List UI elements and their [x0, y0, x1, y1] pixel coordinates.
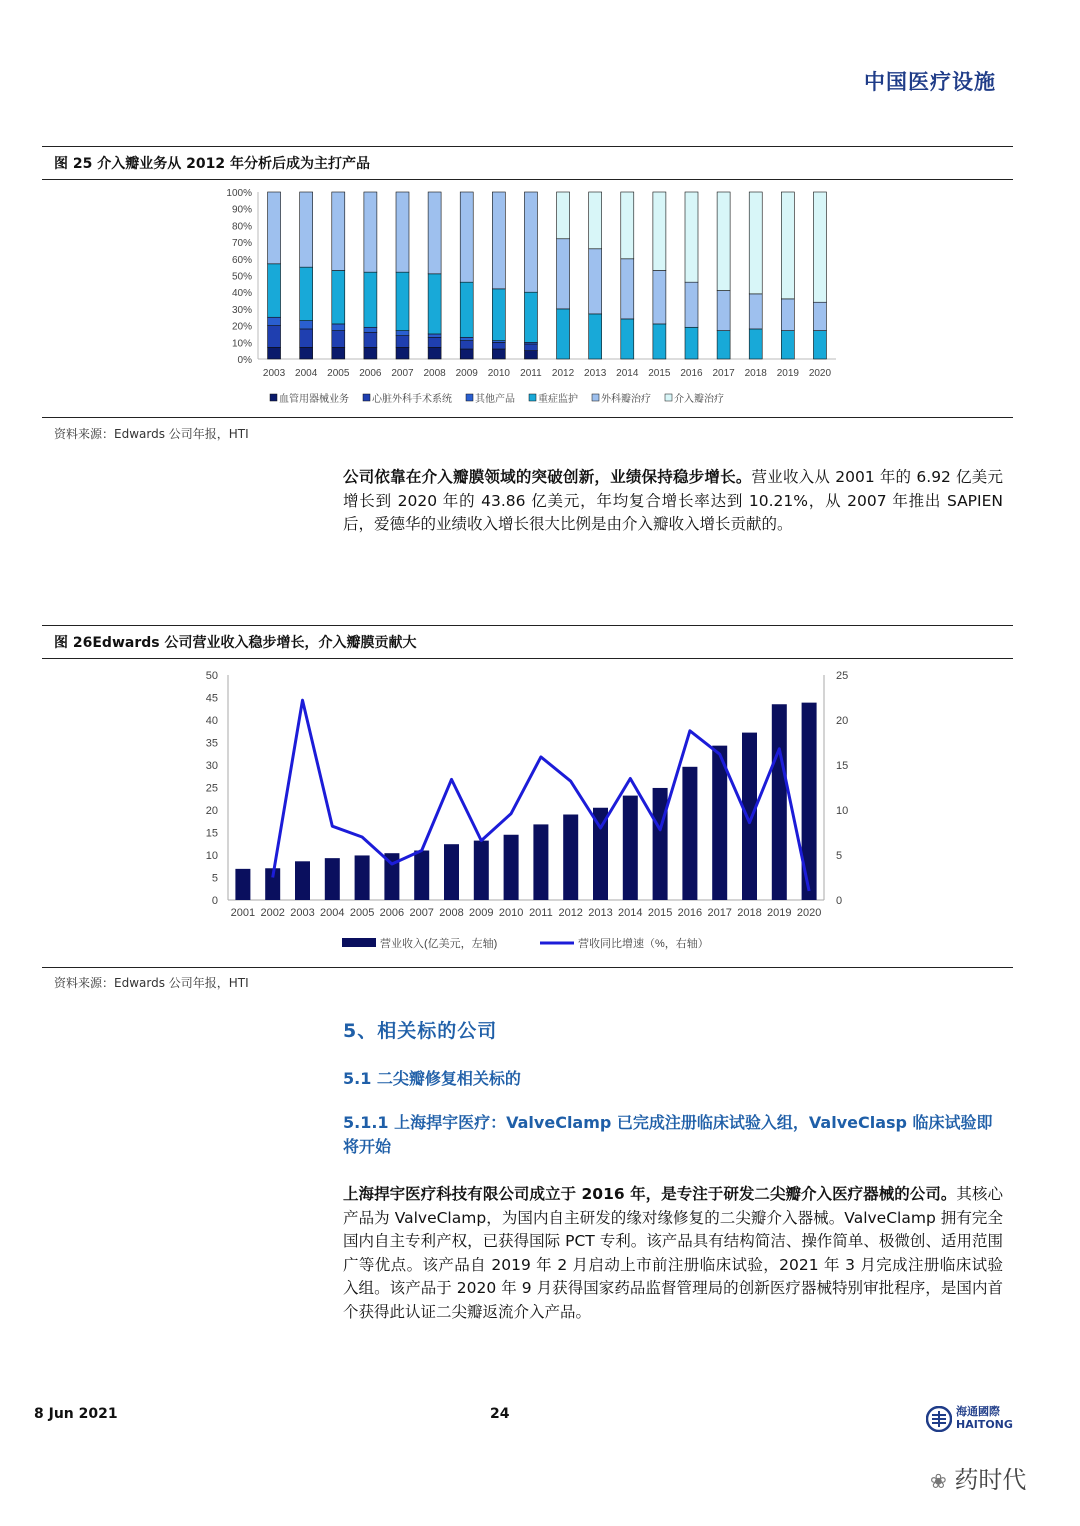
revenue-bar [235, 869, 250, 900]
legend-swatch [270, 394, 277, 401]
x-tick-label: 2011 [520, 368, 542, 379]
bar-segment [332, 270, 345, 323]
revenue-bar [742, 733, 757, 900]
bar-segment [428, 192, 441, 274]
logo-en: HAITONG [956, 1418, 1013, 1431]
bar-segment [749, 294, 762, 329]
bar-segment [685, 192, 698, 282]
bar-segment [396, 347, 409, 359]
bar-segment [396, 272, 409, 330]
x-tick-label: 2007 [409, 907, 434, 919]
bar-segment [813, 302, 826, 330]
bar-segment [332, 324, 345, 331]
revenue-bar [325, 858, 340, 900]
body-paragraph-2 [343, 1183, 1003, 1324]
fig25-bottom-rule [42, 417, 1013, 418]
bar-segment [524, 292, 537, 342]
right-tick-label: 20 [836, 715, 849, 727]
y-tick-label: 100% [226, 188, 252, 199]
y-tick-label: 50% [231, 271, 252, 283]
x-tick-label: 2004 [320, 907, 345, 919]
bar-segment [364, 272, 377, 327]
legend-label: 心脏外科手术系统 [372, 394, 452, 405]
bar-segment [781, 192, 794, 299]
fig26-title: 图 26Edwards 公司营业收入稳步增长，介入瓣膜贡献大 [54, 635, 417, 651]
page-number: 24 [490, 1406, 510, 1422]
bar-segment [653, 324, 666, 359]
bar-segment [749, 329, 762, 359]
footer-date: 8 Jun 2021 [34, 1406, 118, 1422]
bar-segment [364, 327, 377, 332]
revenue-bar [653, 788, 668, 900]
left-tick-label: 30 [205, 760, 218, 772]
x-tick-label: 2003 [262, 368, 286, 379]
legend-swatch [592, 394, 599, 401]
revenue-bar [355, 855, 370, 900]
legend-swatch [466, 394, 473, 401]
x-tick-label: 2001 [230, 907, 256, 919]
revenue-bar [623, 796, 638, 900]
bar-segment [524, 192, 537, 292]
left-tick-label: 50 [205, 670, 218, 682]
legend-label: 血管用器械业务 [279, 394, 349, 405]
y-tick-label: 0% [237, 355, 252, 366]
y-tick-label: 40% [231, 288, 252, 300]
bar-segment [717, 291, 730, 331]
bar-segment [589, 192, 602, 249]
x-tick-label: 2017 [707, 907, 732, 919]
left-tick-label: 10 [205, 850, 218, 862]
y-tick-label: 10% [231, 338, 252, 350]
right-tick-label: 25 [836, 670, 849, 682]
bar-segment [460, 282, 473, 337]
x-tick-label: 2010 [498, 907, 524, 919]
bar-segment [268, 192, 281, 264]
left-tick-label: 0 [211, 895, 218, 907]
legend-label-line: 营收同比增速（%，右轴） [578, 938, 709, 950]
haitong-logo [926, 1404, 1016, 1434]
x-tick-label: 2009 [455, 368, 478, 379]
wechat-icon: ❀ [930, 1469, 947, 1493]
fig26-mid-rule [42, 658, 1013, 659]
bar-segment [653, 270, 666, 323]
bar-segment [492, 349, 505, 359]
x-tick-label: 2006 [359, 368, 382, 379]
legend-label: 外科瓣治疗 [601, 394, 651, 405]
revenue-bar [533, 824, 548, 900]
section-heading-5: 5、相关标的公司 [343, 1020, 498, 1042]
left-tick-label: 35 [205, 737, 218, 750]
fig26-source: 资料来源：Edwards 公司年报，HTI [54, 976, 249, 990]
x-tick-label: 2007 [391, 368, 414, 379]
x-tick-label: 2014 [616, 368, 639, 379]
watermark-text: 药时代 [954, 1466, 1027, 1494]
bar-segment [621, 259, 634, 319]
para1-text: 营业收入从 2001 年的 6.92 亿美元增长到 2020 年的 43.86 亿美元，年均复合增长率达到 10.21%，从 2007 年推出 SAPIEN 后，爱德华的业绩收入增长很大比例是由介入瓣收入增长贡献的。 [343, 468, 1003, 533]
x-tick-label: 2016 [680, 368, 703, 379]
bar-segment [557, 239, 570, 309]
x-tick-label: 2010 [487, 368, 510, 379]
fig26-bottom-rule [42, 967, 1013, 968]
bar-segment [781, 331, 794, 359]
haitong-logo-icon [926, 1406, 952, 1432]
x-tick-label: 2018 [737, 907, 762, 919]
bar-segment [492, 342, 505, 349]
bar-segment [268, 326, 281, 348]
y-tick-label: 60% [231, 254, 252, 266]
right-tick-label: 15 [836, 760, 849, 772]
x-tick-label: 2015 [647, 907, 673, 919]
bar-segment [268, 347, 281, 359]
x-tick-label: 2017 [712, 368, 735, 379]
revenue-bar [414, 851, 429, 901]
bar-segment [460, 192, 473, 282]
legend-swatch-bar [342, 938, 376, 947]
right-tick-label: 10 [836, 805, 849, 817]
fig26-revenue-chart [190, 662, 870, 960]
y-tick-label: 20% [231, 321, 252, 333]
bar-segment [460, 337, 473, 340]
legend-label: 介入瓣治疗 [674, 394, 724, 405]
left-tick-label: 40 [205, 715, 218, 727]
bar-segment [396, 336, 409, 348]
header-title: 中国医疗设施 [864, 69, 996, 94]
revenue-bar [295, 861, 310, 900]
section-heading-5-1: 5.1 二尖瓣修复相关标的 [343, 1069, 521, 1088]
x-tick-label: 2015 [648, 368, 671, 379]
bar-segment [396, 192, 409, 272]
fig25-title: 图 25 介入瓣业务从 2012 年分析后成为主打产品 [54, 156, 370, 172]
right-tick-label: 5 [836, 850, 843, 862]
bar-segment [524, 351, 537, 359]
x-tick-label: 2005 [349, 907, 375, 919]
x-tick-label: 2005 [327, 368, 350, 379]
fig25-mid-rule [42, 179, 1013, 180]
bar-segment [364, 192, 377, 272]
bar-segment [589, 249, 602, 314]
bar-segment [396, 331, 409, 336]
left-tick-label: 5 [211, 872, 218, 885]
logo-cn: 海通國際 [956, 1405, 1000, 1418]
bar-segment [621, 192, 634, 259]
bar-segment [460, 349, 473, 359]
bar-segment [364, 332, 377, 347]
watermark [930, 1460, 1026, 1495]
legend-swatch [363, 394, 370, 401]
bar-segment [332, 347, 345, 359]
left-tick-label: 45 [205, 692, 218, 705]
para2-text: 其核心产品为 ValveClamp，为国内自主研发的缘对缘修复的二尖瓣介入器械。ValveClamp 拥有完全国内自主专利产权，已获得国际 PCT 专利。该产品具有结构简洁、操作简单、极微创、适用范围广等优点。该产品自 2019 年 2 月启动上市前注册临床试验，2021 年 3 月完成注册临床试验入组。该产品于 2020 年 9 月获得国家药品监督管理局的创新医疗器械特别审批程序，是国内首个获得此认证二尖瓣返流介入产品。 [343, 1185, 1003, 1321]
revenue-bar [474, 841, 489, 900]
fig25-top-rule [42, 146, 1013, 147]
x-tick-label: 2019 [776, 368, 799, 379]
fig25-stacked-bar-chart [200, 182, 840, 414]
bar-segment [621, 319, 634, 359]
legend-label-bar: 营业收入(亿美元，左轴) [380, 938, 498, 950]
bar-segment [300, 192, 313, 267]
y-tick-label: 70% [231, 238, 252, 250]
x-tick-label: 2016 [677, 907, 703, 919]
section-heading-5-1-1: 5.1.1 上海捍宇医疗：ValveClamp 已完成注册临床试验入组，ValveClasp 临床试验即将开始 [343, 1113, 993, 1156]
x-tick-label: 2012 [551, 368, 575, 379]
y-tick-label: 90% [231, 204, 252, 216]
revenue-bar [682, 767, 697, 900]
para1-lead: 公司依靠在介入瓣膜领域的突破创新，业绩保持稳步增长。 [343, 468, 752, 486]
bar-segment [492, 192, 505, 289]
x-tick-label: 2008 [423, 368, 446, 379]
bar-segment [524, 344, 537, 351]
legend-label: 其他产品 [475, 394, 515, 405]
revenue-bar [563, 815, 578, 901]
bar-segment [428, 347, 441, 359]
bar-segment [428, 274, 441, 334]
left-tick-label: 15 [205, 827, 218, 840]
x-tick-label: 2006 [379, 907, 405, 919]
legend-label: 重症监护 [538, 394, 578, 405]
bar-segment [685, 327, 698, 359]
fig26-top-rule [42, 625, 1013, 626]
bar-segment [300, 329, 313, 347]
left-tick-label: 25 [205, 782, 218, 795]
x-tick-label: 2011 [529, 907, 553, 919]
para2-lead: 上海捍宇医疗科技有限公司成立于 2016 年，是专注于研发二尖瓣介入医疗器械的公司。 [343, 1185, 957, 1203]
bar-segment [460, 341, 473, 349]
bar-segment [300, 321, 313, 329]
legend-swatch [665, 394, 672, 401]
bar-segment [749, 192, 762, 294]
x-tick-label: 2003 [290, 907, 315, 919]
x-tick-label: 2012 [558, 907, 583, 919]
bar-segment [332, 192, 345, 270]
bar-segment [268, 264, 281, 317]
bar-segment [557, 192, 570, 239]
x-tick-label: 2018 [744, 368, 767, 379]
x-tick-label: 2013 [584, 368, 607, 379]
x-tick-label: 2014 [618, 907, 643, 919]
bar-segment [813, 192, 826, 302]
bar-segment [717, 331, 730, 359]
right-tick-label: 0 [836, 895, 843, 907]
x-tick-label: 2020 [796, 907, 822, 919]
bar-segment [685, 282, 698, 327]
x-tick-label: 2020 [808, 368, 832, 379]
legend-swatch [529, 394, 536, 401]
x-tick-label: 2013 [588, 907, 613, 919]
bar-segment [717, 192, 730, 291]
bar-segment [557, 309, 570, 359]
x-tick-label: 2008 [439, 907, 464, 919]
fig25-source: 资料来源：Edwards 公司年报，HTI [54, 427, 249, 441]
bar-segment [781, 299, 794, 331]
bar-segment [300, 347, 313, 359]
bar-segment [428, 334, 441, 337]
bar-segment [653, 192, 666, 270]
revenue-bar [772, 704, 787, 900]
revenue-bar [504, 835, 519, 900]
bar-segment [364, 347, 377, 359]
x-tick-label: 2004 [295, 368, 318, 379]
bar-segment [300, 267, 313, 320]
x-tick-label: 2019 [767, 907, 792, 919]
y-tick-label: 80% [231, 221, 252, 233]
left-tick-label: 20 [205, 805, 218, 817]
bar-segment [332, 331, 345, 348]
bar-segment [813, 331, 826, 359]
bar-segment [428, 337, 441, 347]
revenue-bar [444, 844, 459, 900]
x-tick-label: 2009 [469, 907, 494, 919]
bar-segment [589, 314, 602, 359]
body-paragraph-1 [343, 466, 1003, 537]
bar-segment [268, 317, 281, 325]
y-tick-label: 30% [231, 304, 252, 316]
bar-segment [492, 289, 505, 341]
x-tick-label: 2002 [260, 907, 285, 919]
